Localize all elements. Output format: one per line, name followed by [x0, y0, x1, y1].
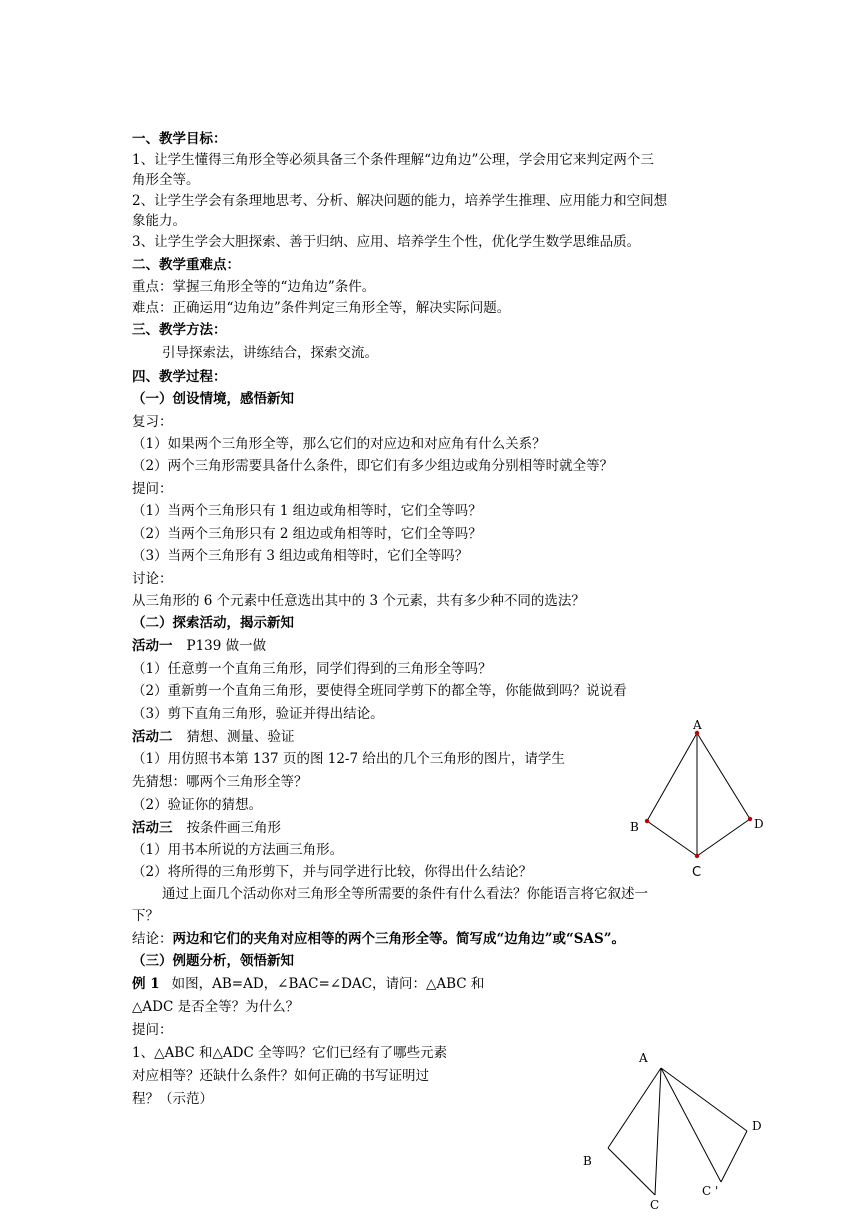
section-title-methods: 三、教学方法：: [132, 322, 227, 338]
label-c-prime: C ': [702, 1184, 719, 1198]
discuss-label: 讨论：: [132, 571, 173, 587]
example-1-line-1: [132, 974, 484, 994]
example-1-line-2: △ADC 是否全等？为什么？: [132, 999, 300, 1015]
ask-2-label: 提问：: [132, 1022, 173, 1038]
figure-kite-abcd: [620, 715, 770, 885]
part-2-title: （二）探索活动，揭示新知: [132, 615, 294, 631]
conclusion: [132, 929, 625, 949]
objective-2-line-2: 象能力。: [132, 213, 186, 229]
activity-1-question-2: （2）重新剪一个直角三角形，要使得全班同学剪下的都全等，你能做到吗？说说看: [132, 683, 627, 699]
segment-ad: [661, 1068, 747, 1131]
discuss-text: 从三角形的 6 个元素中任意选出其中的 3 个元素，共有多少种不同的选法？: [132, 593, 585, 609]
objective-1-line-1: 1、让学生懂得三角形全等必须具备三个条件理解“边角边”公理，学会用它来判定两个三: [132, 152, 654, 168]
section-title-process: 四、教学过程：: [132, 369, 227, 385]
example-1-label: 例 1: [132, 976, 160, 992]
ask-question-2: （2）当两个三角形只有 2 组边或角相等时，它们全等吗？: [132, 526, 482, 542]
label-c: C: [650, 1198, 660, 1212]
activity-1-title: P139 做一做: [186, 638, 267, 654]
label-a: A: [639, 1051, 648, 1065]
label-d: D: [754, 817, 764, 831]
point-b: [645, 819, 649, 823]
example-1-text: 如图，AB=AD，∠BAC=∠DAC，请问：△ABC 和: [171, 976, 485, 992]
segment-ac: [655, 1068, 661, 1195]
figure-example-1: [575, 1045, 775, 1216]
key-point: 重点：掌握三角形全等的“边角边”条件。: [132, 279, 376, 295]
segment-ac2: [661, 1068, 721, 1182]
segment-ab: [647, 733, 697, 821]
segment-bc: [608, 1148, 655, 1195]
methods-text: 引导探索法，讲练结合，探索交流。: [162, 345, 378, 361]
label-b: B: [583, 1154, 592, 1168]
activity-2-question-1-line-2: 先猜想：哪两个三角形全等？: [132, 774, 308, 790]
review-question-2: （2）两个三角形需要具备什么条件，即它们有多少组边或角分别相等时就全等？: [132, 458, 614, 474]
ask-2-line-1: 1、△ABC 和△ADC 全等吗？它们已经有了哪些元素: [132, 1045, 448, 1061]
activity-3-question-2: （2）将所得的三角形剪下，并与同学进行比较，你得出什么结论？: [132, 864, 533, 880]
ask-question-1: （1）当两个三角形只有 1 组边或角相等时，它们全等吗？: [132, 503, 482, 519]
label-b: B: [630, 820, 639, 834]
section-title-objectives: 一、教学目标：: [132, 131, 227, 147]
ask-2-line-3: 程？（示范）: [132, 1091, 213, 1107]
section-title-key-points: 二、教学重难点：: [132, 257, 240, 273]
reflection-line-2: 下？: [132, 908, 159, 924]
activity-2-heading: [132, 727, 295, 747]
segment-ab: [608, 1068, 661, 1148]
activity-1-question-3: （3）剪下直角三角形，验证并得出结论。: [132, 706, 384, 722]
activity-3-heading: [132, 818, 281, 838]
conclusion-text: 两边和它们的夹角对应相等的两个三角形全等。简写成“边角边”或“SAS”。: [172, 931, 626, 947]
activity-1-heading: [132, 636, 266, 656]
segment-bc: [647, 821, 697, 856]
segment-ad: [697, 733, 750, 819]
objective-2-line-1: 2、让学生学会有条理地思考、分析、解决问题的能力，培养学生推理、应用能力和空间想: [132, 193, 668, 209]
segment-dc: [697, 819, 750, 856]
figure-2-lines: [608, 1068, 747, 1195]
difficult-point: 难点：正确运用“边角边”条件判定三角形全等，解决实际问题。: [132, 300, 511, 316]
ask-question-3: （3）当两个三角形有 3 组边或角相等时，它们全等吗？: [132, 548, 469, 564]
part-1-title: （一）创设情境，感悟新知: [132, 391, 294, 407]
activity-3-title: 按条件画三角形: [186, 820, 281, 836]
conclusion-label: 结论：: [132, 931, 173, 947]
activity-1-label: 活动一: [132, 638, 173, 654]
ask-2-line-2: 对应相等？还缺什么条件？如何正确的书写证明过: [132, 1068, 429, 1084]
objective-3: 3、让学生学会大胆探索、善于归纳、应用、培养学生个性，优化学生数学思维品质。: [132, 234, 641, 250]
label-a: A: [693, 718, 702, 732]
review-label: 复习：: [132, 414, 173, 430]
label-d: D: [752, 1119, 762, 1133]
activity-3-label: 活动三: [132, 820, 173, 836]
figure-1-lines: [647, 733, 750, 856]
reflection-line-1: 通过上面几个活动你对三角形全等所需要的条件有什么看法？你能语言将它叙述一: [162, 886, 648, 902]
activity-2-label: 活动二: [132, 729, 173, 745]
activity-2-question-2: （2）验证你的猜想。: [132, 797, 263, 813]
ask-label: 提问：: [132, 481, 173, 497]
review-question-1: （1）如果两个三角形全等，那么它们的对应边和对应角有什么关系？: [132, 436, 546, 452]
point-d: [748, 817, 752, 821]
activity-2-title: 猜想、测量、验证: [186, 729, 295, 745]
part-3-title: （三）例题分析，领悟新知: [132, 953, 294, 969]
objective-1-line-2: 角形全等。: [132, 172, 200, 188]
activity-1-question-1: （1）任意剪一个直角三角形，同学们得到的三角形全等吗？: [132, 661, 492, 677]
point-c: [695, 854, 699, 858]
activity-2-question-1-line-1: （1）用仿照书本第 137 页的图 12-7 给出的几个三角形的图片，请学生: [132, 751, 565, 767]
activity-3-question-1: （1）用书本所说的方法画三角形。: [132, 842, 344, 858]
label-c: C: [692, 865, 702, 880]
segment-dc2: [721, 1131, 747, 1182]
